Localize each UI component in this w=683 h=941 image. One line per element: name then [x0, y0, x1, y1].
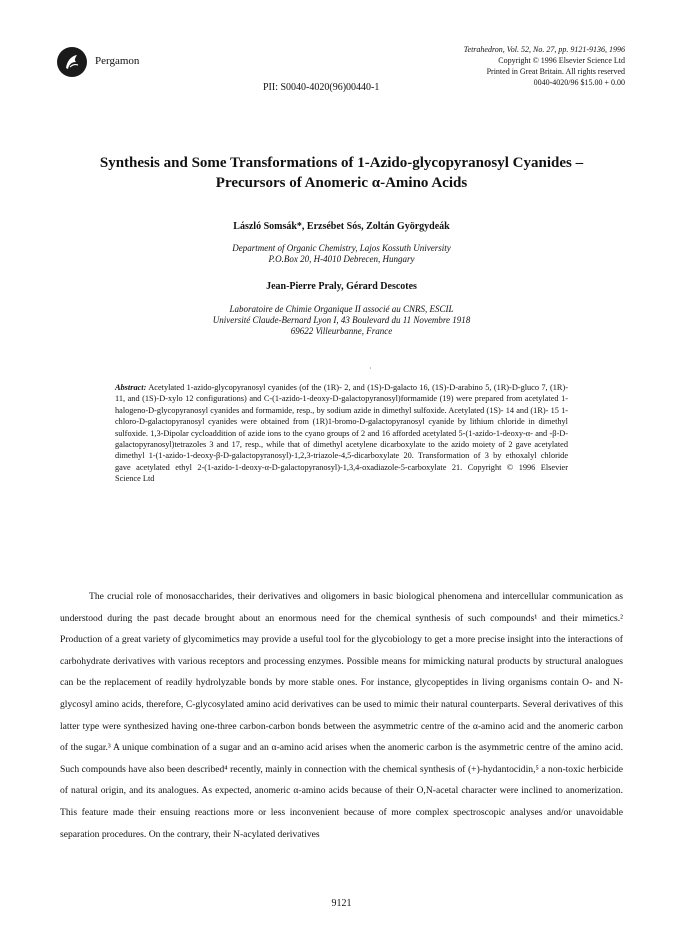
affiliation-line: P.O.Box 20, H-4010 Debrecen, Hungary: [268, 254, 415, 264]
author-list: Jean-Pierre Praly, Gérard Descotes: [266, 281, 417, 292]
affiliation-line: Université Claude-Bernard Lyon I, 43 Boulevard du 11 Novembre 1918: [212, 315, 471, 325]
article-title: [40, 153, 643, 193]
journal-line: Copyright © 1996 Elsevier Science Ltd: [498, 56, 625, 65]
affiliation-line: Department of Organic Chemistry, Lajos Kossuth University: [232, 243, 451, 253]
affiliation: [40, 243, 643, 265]
affiliation-line: 69622 Villeurbanne, France: [290, 326, 393, 336]
pergamon-logo-icon: [57, 47, 87, 77]
pii-identifier: PII: S0040-4020(96)00440-1: [263, 82, 380, 93]
abstract-text: Acetylated 1-azido-glycopyranosyl cyanides (of the (1R)- 2, and (1S)-D-galacto 16, (1S)-D-arabino 5, (1R)-D-gluco 7, (1R)- 11, and (1S)-D-xylo 12 configurations) and C-(1-azido-1-deoxy-D-galactopyranosyl)formamide (19) were prepared from acetylated 1-halogeno-D-glycopyranosyl cyanides and formamide, resp., by sodium azide in dimethyl sulfoxide. Acetylated (1S)- 14 and (1R)- 15 1-chloro-D-galactopyranosyl cyanides were obtained from (1R)1-bromo-D-galactopyranosyl cyanide by lithium chloride in dimethyl sulfoxide. 1,3-Dipolar cycloaddition of azide ions to the cyano groups of 2 and 16 afforded acetylated 5-(1-azido-1-deoxy-α- and -β-D-galactopyranosyl)tetrazoles 3 and 17, resp., while that of dimethyl acetylene dicarboxylate to the azido moiety of 2 gave acetylated dimethyl 1-(1-azido-1-deoxy-β-D-galactopyranosyl)-1,2,3-triazole-4,5-dicarboxylate 20. Transformation of 3 by ethoxalyl chloride gave acetylated ethyl 2-(1-azido-1-deoxy-α-D-galactopyranosyl)-1,3,4-oxadiazole-5-carboxylate 21. Copyright © 1996 Elsevier Science Ltd: [115, 383, 568, 484]
affiliation: [40, 304, 643, 337]
affiliation-line: Laboratoire de Chimie Organique II associé au CNRS, ESCIL: [229, 304, 454, 314]
journal-line: Tetrahedron, Vol. 52, No. 27, pp. 9121-9136, 1996: [463, 45, 625, 54]
journal-line: 0040-4020/96 $15.00 + 0.00: [533, 78, 625, 87]
title-line: Synthesis and Some Transformations of 1-Azido-glycopyranosyl Cyanides –: [99, 155, 584, 171]
journal-line: Printed in Great Britain. All rights reserved: [486, 67, 625, 76]
stray-dot: ·: [369, 364, 372, 373]
abstract: [115, 382, 568, 485]
abstract-label: Abstract:: [115, 383, 147, 392]
page-number: 9121: [331, 898, 352, 909]
author-list: László Somsák*, Erzsébet Sós, Zoltán Györgydeák: [233, 221, 450, 232]
publisher-name: Pergamon: [95, 55, 140, 67]
body-paragraph: The crucial role of monosaccharides, their derivatives and oligomers in basic biological phenomena and intercellular communication as understood during the past decade brought about an enormous need for the chemical synthesis of such compounds¹ and their mimetics.² Production of a great variety of glycomimetics may provide a useful tool for the glycobiology to get a more precise insight into the interactions of carbohydrate derivatives with various receptors and processing enzymes. Possible means for mimicking natural products by structural analogues can be the replacement of readily hydrolyzable bonds by more stable ones. For instance, glycopeptides in living organisms contain O- and N-glycosyl amino acids, therefore, C-glycosylated amino acid derivatives can be used to mimic their natural counterparts. Several derivatives of this latter type were synthesized having one-three carbon-carbon bonds between the asymmetric centre of the α-amino acid and the anomeric carbon of the sugar.³ A unique combination of a sugar and an α-amino acid arises when the anomeric carbon is the asymmetric centre of the amino acid. Such compounds have also been described⁴ recently, mainly in connection with the chemical synthesis of (+)-hydantocidin,⁵ a non-toxic herbicide of natural origin, and its analogues. As expected, anomeric α-amino acids because of their O,N-acetal character were inclined to anomerization. This feature made their ensuing reactions more or less inconvenient because of more complex spectroscopic analyses and/or unavoidable separation procedures. On the contrary, their N-acylated derivatives: [60, 591, 623, 840]
title-line: Precursors of Anomeric α-Amino Acids: [215, 175, 468, 191]
